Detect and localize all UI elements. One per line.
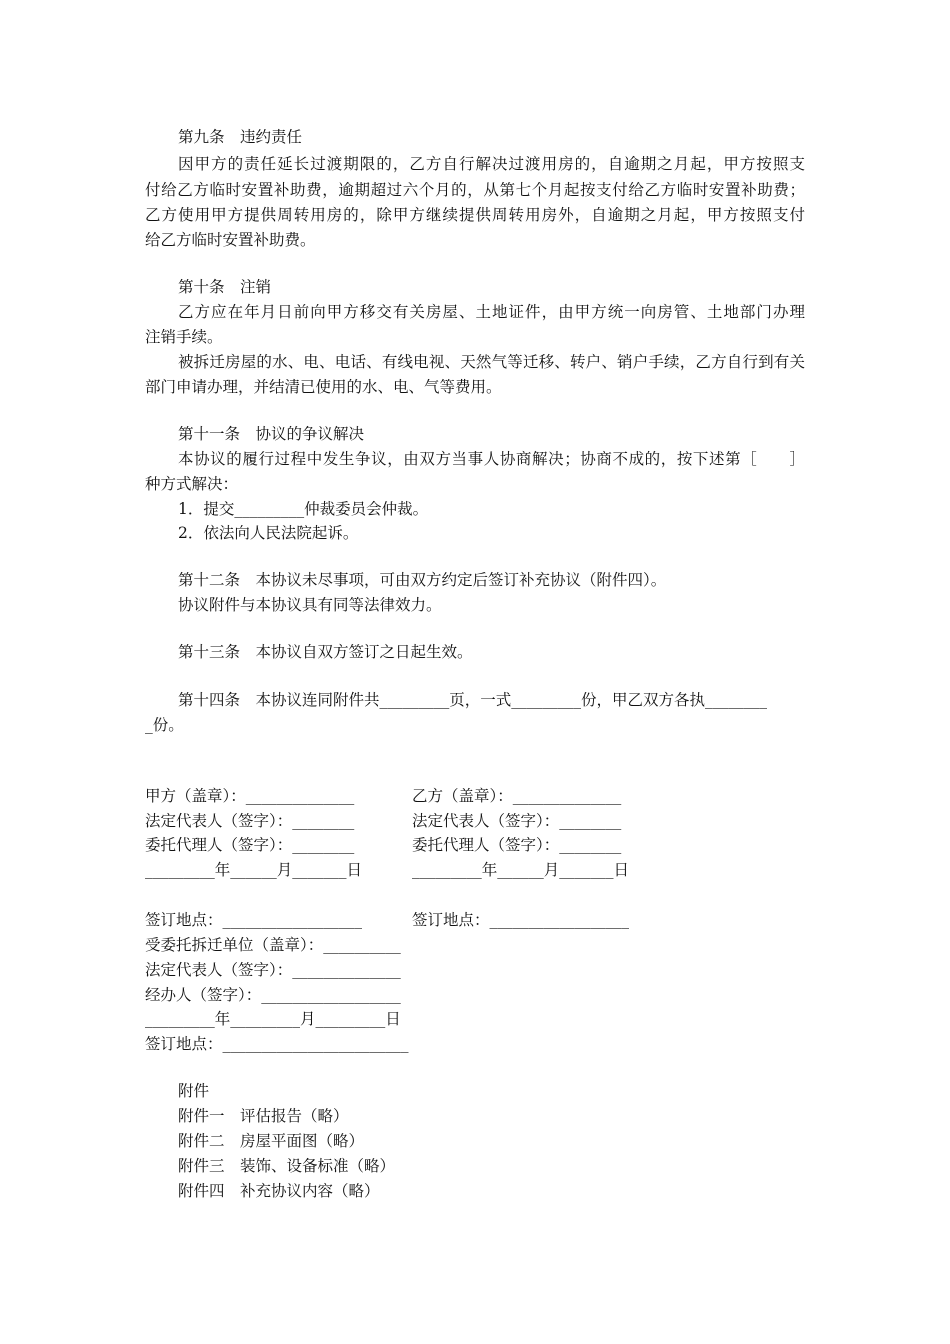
handler-field[interactable]: 经办人（签字）：__________________ (145, 986, 401, 1004)
party-a-rep-field[interactable]: 法定代表人（签字）：________ (145, 812, 355, 830)
article-11-option: 2．依法向人民法院起诉。 (178, 524, 359, 542)
article-12-text: 协议附件与本协议具有同等法律效力。 (178, 596, 442, 614)
party-b-place-field[interactable]: 签订地点：__________________ (412, 911, 630, 929)
unit-place-field[interactable]: 签订地点：________________________ (145, 1035, 409, 1053)
annex-item: 附件三 装饰、设备标准（略） (178, 1157, 396, 1175)
article-9-text: 给乙方临时安置补助费。 (145, 231, 316, 249)
article-9-text: 因甲方的责任延长过渡期限的，乙方自行解决过渡用房的，自逾期之月起，甲方按照支 (178, 155, 805, 173)
unit-date-field[interactable]: _________年_________月_________日 (145, 1010, 401, 1028)
unit-seal-field[interactable]: 受委托拆迁单位（盖章）：__________ (145, 936, 401, 954)
annex-title: 附件 (178, 1082, 210, 1100)
unit-rep-field[interactable]: 法定代表人（签字）：______________ (145, 961, 401, 979)
article-13-text: 第十三条 本协议自双方签订之日起生效。 (178, 643, 473, 661)
article-10-text: 被拆迁房屋的水、电、电话、有线电视、天然气等迁移、转户、销户手续，乙方自行到有关 (178, 353, 805, 371)
party-b-agent-field[interactable]: 委托代理人（签字）：________ (412, 836, 622, 854)
article-9-title: 第九条 违约责任 (178, 128, 303, 146)
party-a-seal-field[interactable]: 甲方（盖章）：______________ (145, 787, 355, 805)
annex-item: 附件四 补充协议内容（略） (178, 1182, 380, 1200)
annex-item: 附件一 评估报告（略） (178, 1107, 349, 1125)
article-10-text: 注销手续。 (145, 328, 223, 346)
article-10-title: 第十条 注销 (178, 278, 272, 296)
party-a-agent-field[interactable]: 委托代理人（签字）：________ (145, 836, 355, 854)
article-10-text: 乙方应在年月日前向甲方移交有关房屋、土地证件，由甲方统一向房管、土地部门办理 (178, 303, 805, 321)
party-a-date-field[interactable]: _________年______月_______日 (145, 861, 363, 879)
article-9-text: 乙方使用甲方提供周转用房的，除甲方继续提供周转用房外，自逾期之月起，甲方按照支付 (145, 206, 805, 224)
party-b-date-field[interactable]: _________年______月_______日 (412, 861, 630, 879)
party-b-rep-field[interactable]: 法定代表人（签字）：________ (412, 812, 622, 830)
article-11-title: 第十一条 协议的争议解决 (178, 425, 365, 443)
article-11-option: 1．提交_________仲裁委员会仲裁。 (178, 500, 429, 518)
party-a-place-field[interactable]: 签订地点：__________________ (145, 911, 363, 929)
article-14-text: _份。 (145, 716, 184, 734)
article-11-text: 本协议的履行过程中发生争议，由双方当事人协商解决；协商不成的，按下述第［ ］ (178, 450, 805, 468)
article-11-text: 种方式解决： (145, 475, 239, 493)
party-b-seal-field[interactable]: 乙方（盖章）：______________ (412, 787, 622, 805)
article-10-text: 部门申请办理，并结清已使用的水、电、气等费用。 (145, 378, 502, 396)
annex-item: 附件二 房屋平面图（略） (178, 1132, 365, 1150)
article-12-text: 第十二条 本协议未尽事项，可由双方约定后签订补充协议（附件四）。 (178, 571, 667, 589)
article-9-text: 付给乙方临时安置补助费，逾期超过六个月的，从第七个月起按支付给乙方临时安置补助费； (145, 181, 805, 199)
article-14-text: 第十四条 本协议连同附件共_________页，一式_________份，甲乙双方各执________ (178, 691, 768, 709)
